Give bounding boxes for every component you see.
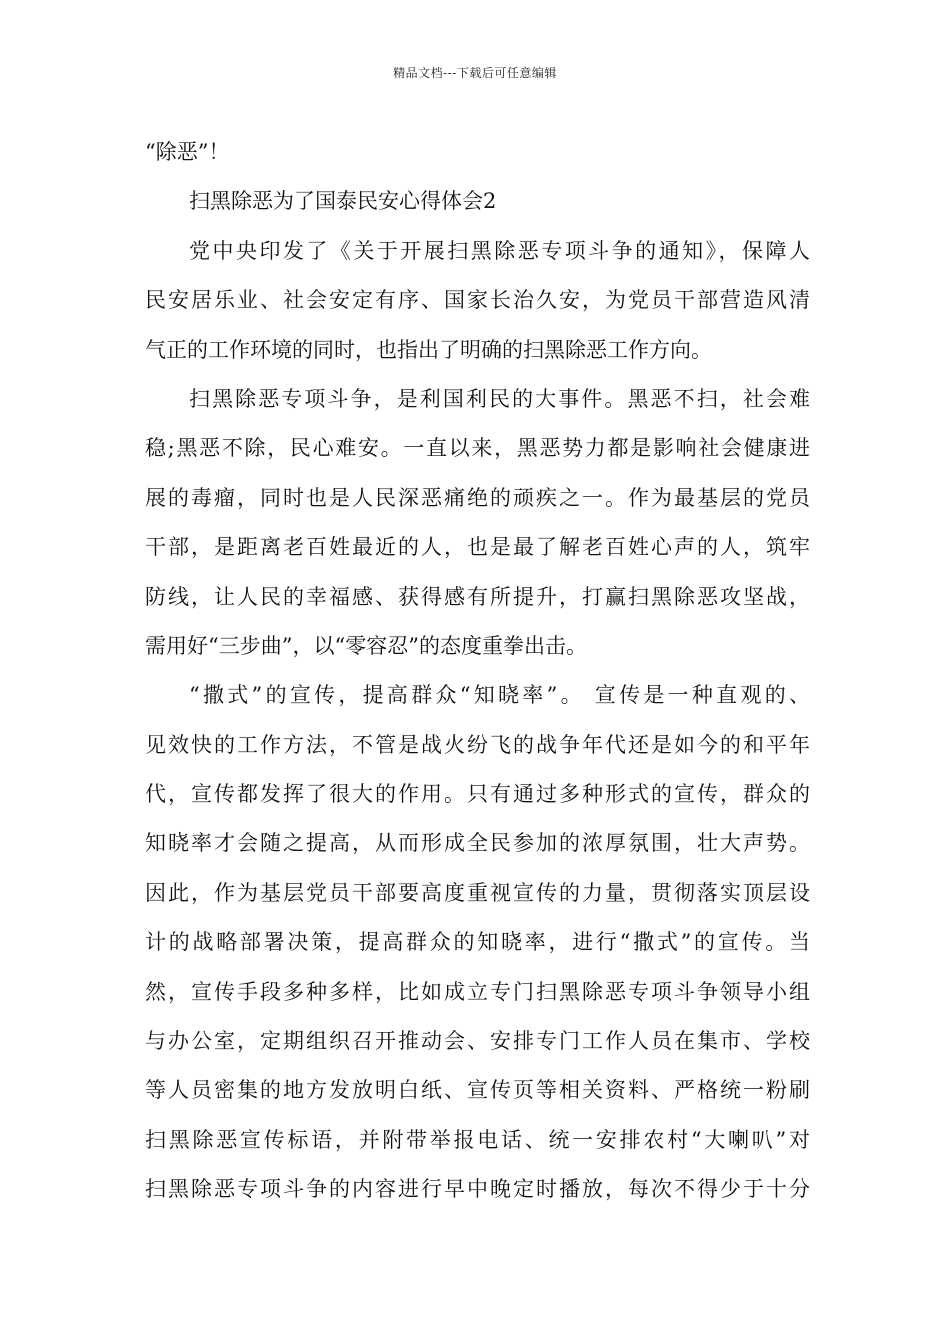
text-line: 然，宣传手段多种多样，比如成立专门扫黑除恶专项斗争领导小组	[145, 979, 810, 1004]
text-line: 因此，作为基层党员干部要高度重视宣传的力量，贯彻落实顶层设	[145, 880, 810, 905]
text-line: 干部，是距离老百姓最近的人，也是最了解老百姓心声的人，筑牢	[145, 535, 810, 560]
text-line: 知晓率才会随之提高，从而形成全民参加的浓厚氛围，壮大声势。	[145, 831, 810, 856]
text-line: 等人员密集的地方发放明白纸、宣传页等相关资料、严格统一粉刷	[145, 1078, 810, 1103]
text-line: 扫黑除恶专项斗争的内容进行早中晚定时播放，每次不得少于十分	[145, 1177, 810, 1202]
text-line: 代，宣传都发挥了很大的作用。只有通过多种形式的宣传，群众的	[145, 782, 810, 807]
text-line: 见效快的工作方法，不管是战火纷飞的战争年代还是如今的和平年	[145, 732, 810, 757]
text-line: 展的毒瘤，同时也是人民深恶痛绝的顽疾之一。作为最基层的党员	[145, 485, 810, 510]
text-line: 与办公室，定期组织召开推动会、安排专门工作人员在集市、学校	[145, 1029, 810, 1054]
text-line: “除恶”！	[145, 140, 230, 164]
text-line: 需用好“三步曲”，以“零容忍”的态度重拳出击。	[145, 633, 587, 658]
text-line: 计的战略部署决策，提高群众的知晓率，进行“撒式”的宣传。当	[145, 930, 810, 955]
text-line: 气正的工作环境的同时，也指出了明确的扫黑除恶工作方向。	[145, 337, 712, 362]
text-line: 扫黑除恶专项斗争，是利国利民的大事件。黑恶不扫，社会难	[189, 386, 810, 411]
section-title: 扫黑除恶为了国泰民安心得体会2	[189, 189, 497, 214]
text-line: 防线，让人民的幸福感、获得感有所提升，打赢扫黑除恶攻坚战，	[145, 584, 810, 609]
text-line: 民安居乐业、社会安定有序、国家长治久安，为党员干部营造风清	[145, 288, 810, 313]
text-line: 稳;黑恶不除，民心难安。一直以来，黑恶势力都是影响社会健康进	[145, 436, 810, 461]
page-header: 精品文档---下载后可任意编辑	[393, 66, 557, 80]
text-line: 党中央印发了《关于开展扫黑除恶专项斗争的通知》，保障人	[189, 238, 810, 263]
text-line: 扫黑除恶宣传标语，并附带举报电话、统一安排农村“大喇叭”对	[145, 1127, 810, 1152]
text-line: “撒式”的宣传，提高群众“知晓率”。 宣传是一种直观的、	[189, 683, 810, 708]
body-text	[145, 128, 810, 1215]
